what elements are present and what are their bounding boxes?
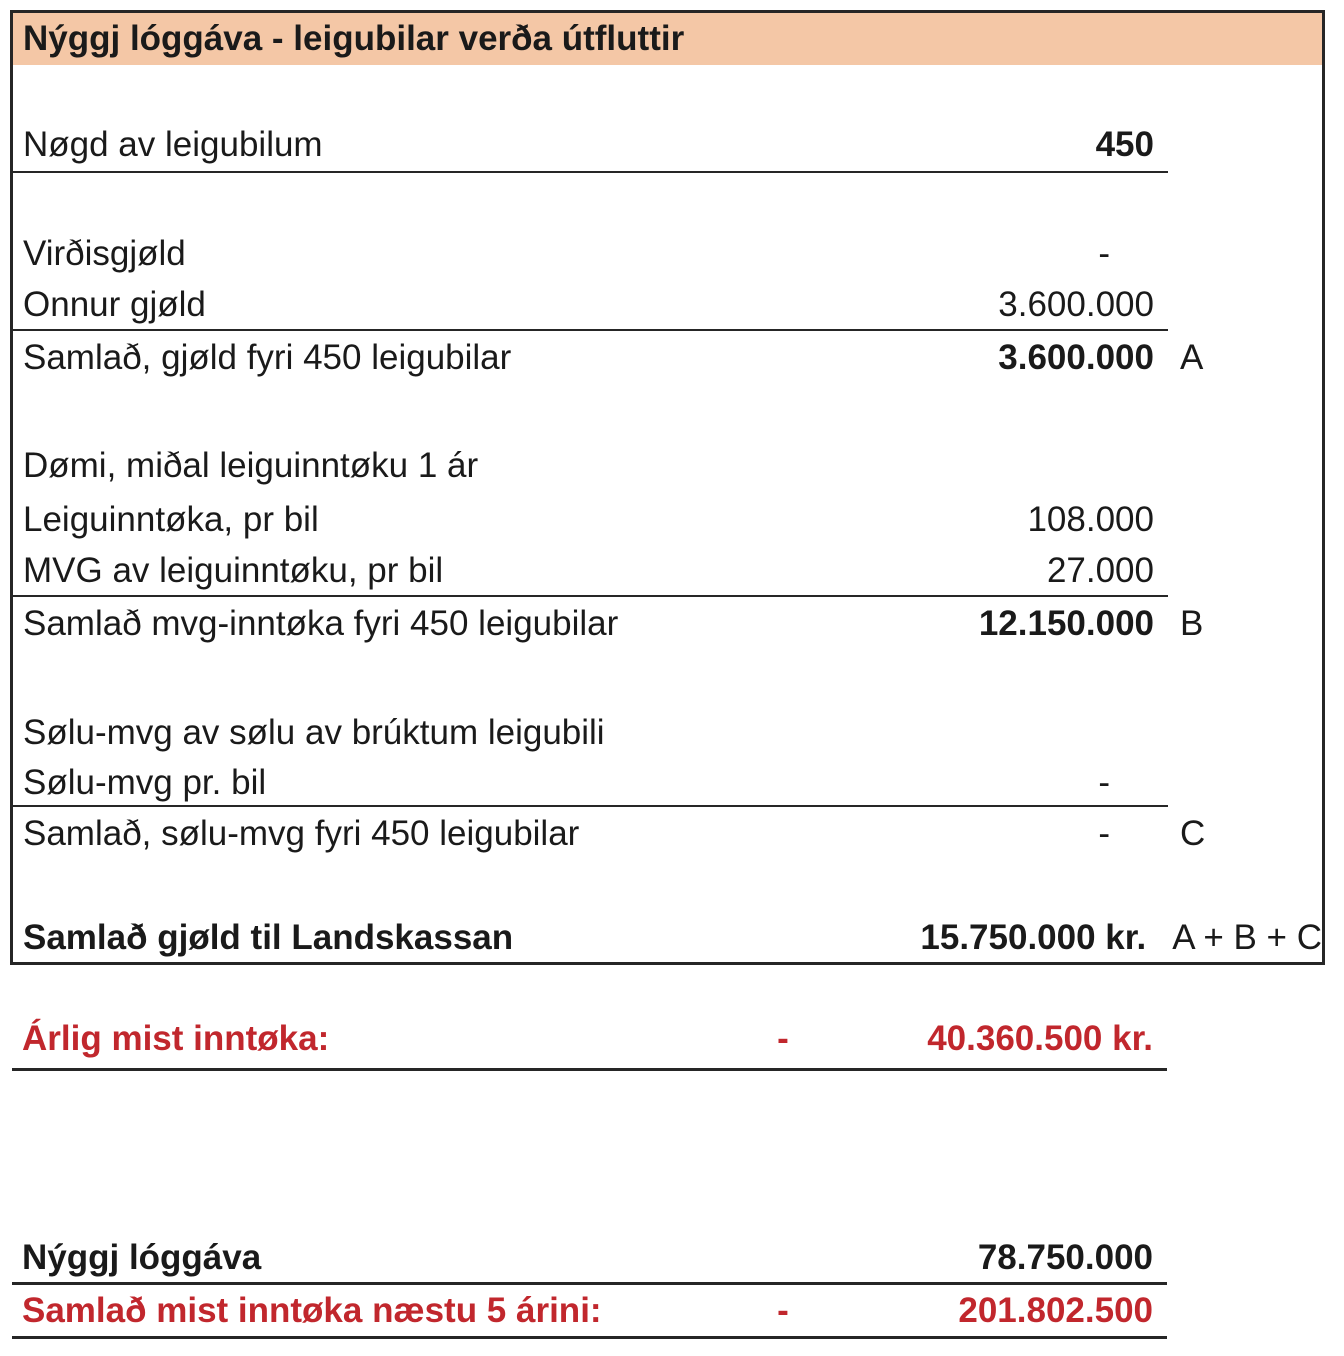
spacer-row [13, 385, 1322, 439]
annual-loss-row [12, 1010, 1167, 1071]
row-value: 12.150.000 [978, 604, 1154, 643]
table-row-example-header [13, 439, 1322, 493]
row-value: - [1098, 814, 1110, 853]
row-label: Sølu-mvg pr. bil [23, 762, 267, 802]
row-label: Onnur gjøld [23, 285, 206, 324]
row-label: MVG av leiguinntøku, pr bil [23, 551, 444, 590]
row-label: Nøgd av leigubilum [23, 125, 323, 164]
spacer-row [13, 651, 1322, 706]
table-title: Nýggj lóggáva - leigubilar verða útfluttir [23, 19, 685, 58]
five-year-loss-label: Samlað mist inntøka næstu 5 árini: [22, 1290, 602, 1330]
row-label: Leiguinntøka, pr bil [23, 500, 319, 539]
table-row-total-sale [13, 807, 1322, 861]
row-label: Dømi, miðal leiguinntøku 1 ár [23, 446, 479, 485]
row-value: 3.600.000 [998, 338, 1154, 377]
row-label: Samlað gjøld til Landskassan [23, 917, 514, 957]
row-value: 450 [1095, 125, 1154, 164]
table-row-mvg-income [13, 547, 1322, 597]
row-value: - [1098, 762, 1110, 802]
table-row-vat [13, 227, 1322, 281]
new-law-label: Nýggj lóggáva [22, 1237, 262, 1277]
table-row-grand-total [13, 913, 1322, 962]
calculation-table [10, 10, 1325, 965]
table-row-total-mvg [13, 597, 1322, 651]
row-label: Samlað, gjøld fyri 450 leigubilar [23, 338, 512, 377]
row-value: 3.600.000 [998, 285, 1154, 324]
new-law-value: 78.750.000 [977, 1237, 1153, 1277]
row-letter: A + B + C [1172, 917, 1322, 957]
row-letter: C [1180, 814, 1206, 853]
table-row-rent-income [13, 493, 1322, 547]
row-label: Sølu-mvg av sølu av brúktum leigubili [23, 713, 605, 752]
row-value: 108.000 [1027, 500, 1154, 539]
row-letter: A [1180, 338, 1204, 377]
row-value: 15.750.000 kr. [920, 917, 1147, 957]
table-row-other-fees [13, 281, 1322, 331]
row-label: Virðisgjøld [23, 234, 186, 273]
table-row-sale-per-car [13, 760, 1322, 807]
row-label: Samlað, sølu-mvg fyri 450 leigubilar [23, 814, 580, 853]
row-label: Samlað mvg-inntøka fyri 450 leigubilar [23, 604, 619, 643]
table-header [13, 13, 1322, 65]
five-year-loss-row [12, 1285, 1167, 1339]
new-law-row [12, 1233, 1167, 1285]
spacer-row [13, 65, 1322, 119]
spacer-row [13, 173, 1322, 227]
five-year-loss-minus: - [777, 1290, 789, 1330]
annual-loss-value: 40.360.500 kr. [927, 1019, 1153, 1058]
annual-loss-minus: - [777, 1019, 789, 1058]
table-row-total-fees [13, 331, 1322, 385]
table-row-sale-header [13, 706, 1322, 760]
row-letter: B [1180, 604, 1204, 643]
five-year-loss-value: 201.802.500 [958, 1290, 1153, 1330]
annual-loss-label: Árlig mist inntøka: [22, 1019, 330, 1058]
spacer-row [13, 861, 1322, 913]
table-row-qty [13, 119, 1322, 173]
five-year-block [12, 1233, 1167, 1339]
row-value: - [1098, 234, 1110, 273]
row-value: 27.000 [1046, 551, 1154, 590]
